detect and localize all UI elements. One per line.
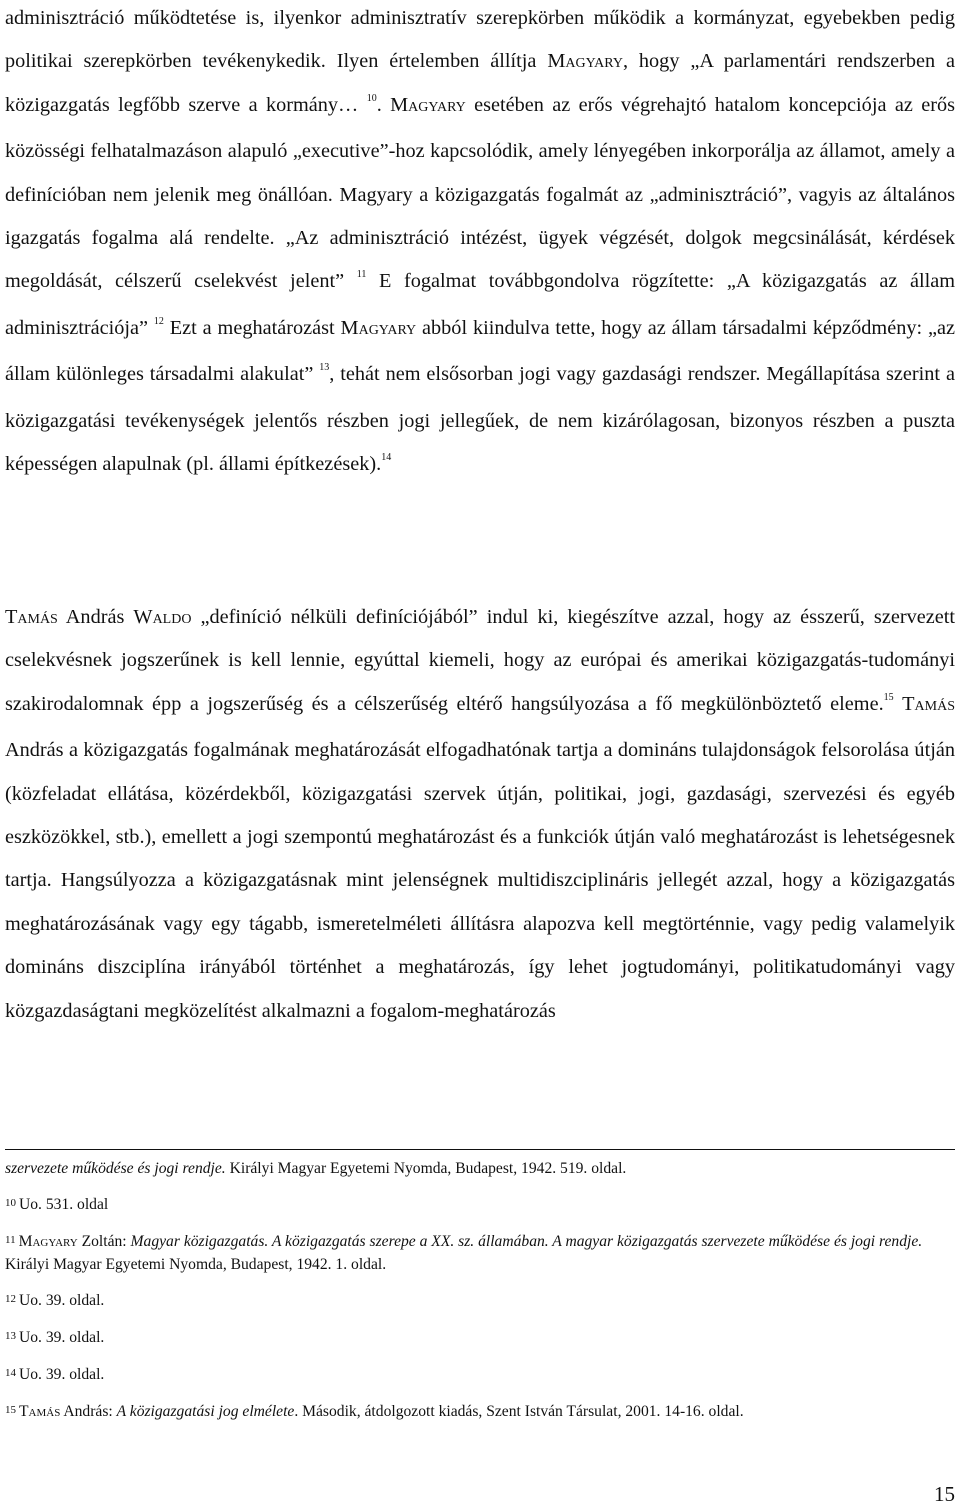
footnote-number: 11 [5, 1234, 16, 1246]
text-run: András [57, 606, 134, 628]
text-run [894, 693, 903, 715]
footnote-continuation [5, 1158, 955, 1180]
footnote-number: 13 [5, 1330, 16, 1342]
text-run: , tehát nem elsősorban jogi vagy gazdasági rendszer. Megállapítása szerint a közigazgatási tevékenységek jelentős részben jogi jellegűek, de nem kizárólagosan, bizonyos részben a puszta képességen alapulnak (pl. állami építkezések). [5, 363, 955, 476]
text-run: Ezt a meghatározást [163, 316, 341, 339]
footnote-text: . Második, átdolgozott kiadás, Szent István Társulat, 2001. 14-16. oldal. [294, 1403, 744, 1420]
footnote-number: 10 [5, 1197, 16, 1209]
author-name: Waldo [133, 606, 192, 628]
text-run: , hogy „A parlamentári rendszerben a közigazgatás legfőbb szerve a kormány… [5, 50, 955, 116]
footnote-ref[interactable]: 14 [381, 452, 392, 464]
footnote-10 [5, 1194, 955, 1217]
document-page [5, 0, 955, 1509]
footnote-14 [5, 1364, 955, 1387]
footnote-13 [5, 1327, 955, 1350]
footnote-italic: szervezete működése és jogi rendje. [5, 1160, 226, 1177]
author-name: Tamás [19, 1403, 61, 1420]
footnote-ref[interactable]: 13 [319, 362, 330, 374]
footnote-italic: A közigazgatási jog elmélete [116, 1403, 295, 1420]
footnote-italic: Magyar közigazgatás. A közigazgatás szerepe a XX. sz. államában. A magyar közigazgatás szervezete működése és jogi rendje. [130, 1233, 923, 1250]
footnotes-section [5, 1158, 955, 1438]
footnote-number: 12 [5, 1293, 16, 1305]
text-run: E fogalmat továbbgondolva rögzítette: „A közigazgatás az állam adminisztrációja” [5, 270, 955, 339]
page-number: 15 [934, 1482, 955, 1506]
text-run: esetében az erős végrehajtó hatalom koncepciója az erős közösségi felhatalmazáson alapuló „executive”-hoz kapcsolódik, amely lényegében inkorporálja az államot, amely a definícióban nem jelenik meg önállóan. Magyary a közigazgatás fogalmát az „adminisztráció”, vagyis az általános igazgatás fogalma alá rendelte. „Az adminisztráció intézést, ügyek végzését, dolgok megcsinálását, kérdések megoldását, célszerű cselekvést jelent” [5, 93, 955, 293]
footnote-text: Uo. 39. oldal. [19, 1292, 105, 1309]
footnote-divider [5, 1149, 955, 1150]
text-run: abból kiindulva tette, hogy az állam társadalmi képződmény: „az állam különleges társadalmi alakulat” [5, 316, 955, 386]
footnote-text: Uo. 39. oldal. [19, 1329, 105, 1346]
footnote-11 [5, 1231, 955, 1276]
footnote-ref[interactable]: 10 [366, 92, 377, 104]
footnote-ref[interactable]: 15 [883, 691, 894, 703]
author-name: Magyary [340, 316, 417, 339]
text-run: „definíció nélküli definíciójából” indul ki, kiegészítve azzal, hogy az ésszerű, szervezett cselekvésnek jogszerűnek is kell lennie, egyúttal kiemeli, hogy az európai és amerikai közigazgatás-tudományi szakirodalomnak épp a jogszerűség és a célszerűség eltérő hangsúlyozása a fő megkülönböztető eleme. [5, 606, 955, 715]
footnote-number: 14 [5, 1367, 16, 1379]
text-run: . [376, 93, 391, 116]
footnote-text: Királyi Magyar Egyetemi Nyomda, Budapest, 1942. 519. oldal. [225, 1160, 627, 1177]
footnote-ref[interactable]: 11 [356, 269, 367, 281]
footnote-text: Uo. 531. oldal [19, 1196, 109, 1213]
author-name: Tamás [5, 606, 58, 628]
author-name: Magyary [547, 50, 623, 73]
text-run: András a közigazgatás fogalmának meghatározását elfogadhatónak tartja a domináns tulajdonságok felsorolása útján (közfeladat ellátása, közérdekből, közigazgatási szervek útján, politikai, jogi, gazdasági, szervezési és egyéb eszközökkel, stb.), emellett a jogi szempontú meghatározást és a funkciók útján való meghatározást is lehetségesnek tartja. Hangsúlyozza a közigazgatásnak mint jelenségnek multidiszciplináris jellegét azzal, hogy a közigazgatás meghatározásának vagy egy tágabb, ismeretelméleti állításra alapozva kell megtörténnie, vagy pedig valamelyik domináns diszciplína irányából történhet a meghatározás, így lehet jogtudományi, politikatudományi vagy közgazdaságtani megközelítést alkalmazni a fogalom-meghatározás [5, 739, 955, 1022]
footnote-15 [5, 1401, 955, 1424]
footnote-text: Zoltán: [77, 1233, 131, 1250]
footnote-number: 15 [5, 1404, 16, 1416]
footnote-12 [5, 1290, 955, 1313]
footnote-ref[interactable]: 12 [153, 315, 164, 327]
author-name: Magyary [18, 1233, 78, 1250]
footnote-text: Királyi Magyar Egyetemi Nyomda, Budapest, 1942. 1. oldal. [5, 1256, 387, 1273]
text-run: adminisztráció működtetése is, ilyenkor adminisztratív szerepkörben működik a kormányzat, egyebekben pedig politikai szerepkörben tevékenykedik. Ilyen értelemben állítja [5, 7, 955, 73]
paragraph-2 [5, 596, 955, 1033]
author-name: Magyary [390, 93, 466, 116]
footnote-text: Uo. 39. oldal. [19, 1366, 105, 1383]
paragraph-1 [5, 0, 955, 489]
author-name: Tamás [902, 692, 955, 715]
footnote-text: András: [60, 1403, 117, 1420]
